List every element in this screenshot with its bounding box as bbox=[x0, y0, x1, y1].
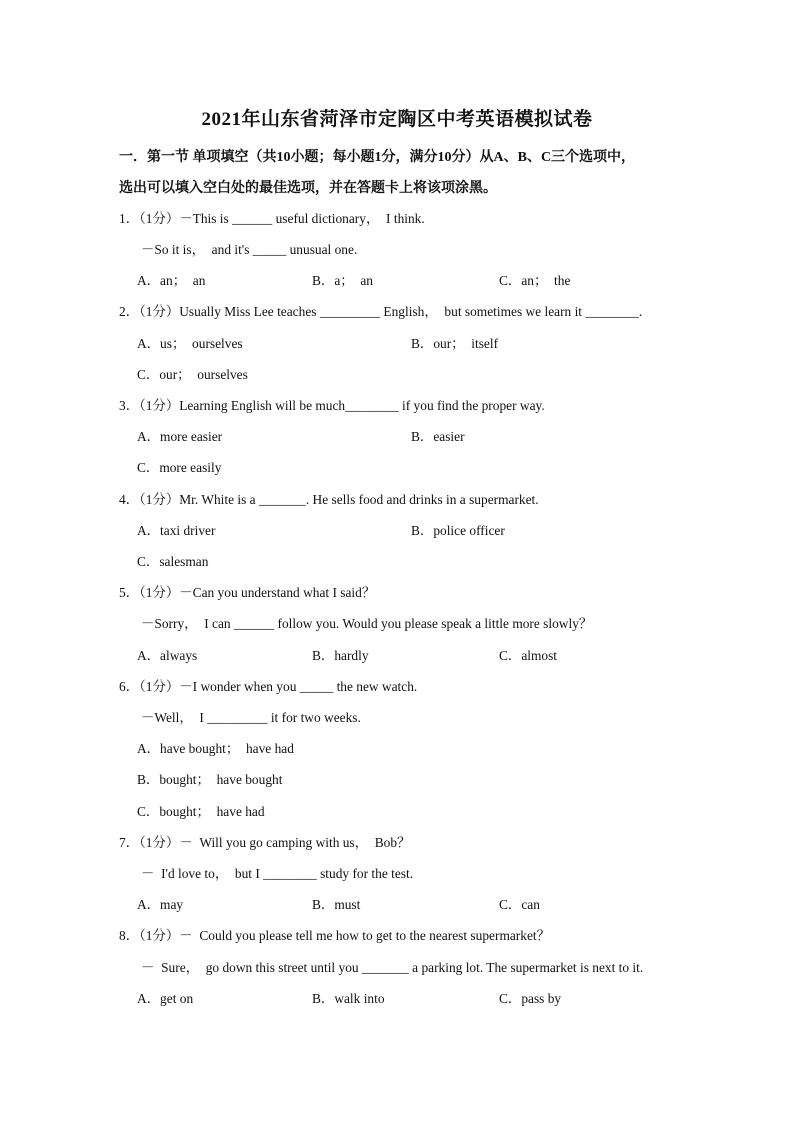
question-6-stem: 6．（1分）－I wonder when you _____ the new watch. bbox=[119, 679, 418, 694]
question-1-option-b[interactable]: B．a； an bbox=[312, 273, 373, 288]
question-5-option-c[interactable]: C．almost bbox=[499, 648, 558, 663]
question-2-option-b[interactable]: B．our； itself bbox=[411, 336, 499, 351]
question-4-stem: 4．（1分）Mr. White is a _______. He sells food and drinks in a supermarket. bbox=[119, 492, 539, 507]
question-4-option-a[interactable]: A．taxi driver bbox=[137, 523, 216, 538]
question-1-stem: 1．（1分）－This is ______ useful dictionary， I think. bbox=[119, 211, 425, 226]
question-3-option-b[interactable]: B．easier bbox=[411, 429, 465, 444]
question-3-stem: 3．（1分）Learning English will be much________ if you find the proper way. bbox=[119, 398, 545, 413]
question-6-option-a[interactable]: A．have bought； have had bbox=[137, 741, 294, 756]
section-heading-line-1: 一．第一节 单项填空（共10小题；每小题1分，满分10分）从A、B、C三个选项中， bbox=[119, 150, 636, 165]
question-8-reply: － Sure， go down this street until you _______ a parking lot. The supermarket is next to it. bbox=[141, 960, 644, 975]
question-2-option-a[interactable]: A．us； ourselves bbox=[137, 336, 243, 351]
question-3-option-c[interactable]: C．more easily bbox=[137, 460, 222, 475]
question-6-option-b[interactable]: B．bought； have bought bbox=[137, 772, 283, 787]
question-1-option-a[interactable]: A．an； an bbox=[137, 273, 206, 288]
question-8-stem: 8．（1分）－ Could you please tell me how to get to the nearest supermarket？ bbox=[119, 928, 551, 943]
question-5-reply: －Sorry， I can ______ follow you. Would you please speak a little more slowly？ bbox=[141, 616, 593, 631]
question-8-option-a[interactable]: A．get on bbox=[137, 991, 194, 1006]
question-7-option-a[interactable]: A．may bbox=[137, 897, 184, 912]
question-4-option-b[interactable]: B．police officer bbox=[411, 523, 505, 538]
question-1-option-c[interactable]: C．an； the bbox=[499, 273, 571, 288]
question-7-option-b[interactable]: B．must bbox=[312, 897, 361, 912]
question-4-option-c[interactable]: C．salesman bbox=[137, 554, 209, 569]
question-8-option-b[interactable]: B．walk into bbox=[312, 991, 385, 1006]
question-7-reply: － I'd love to， but I ________ study for the test. bbox=[141, 866, 414, 881]
question-8-option-c[interactable]: C．pass by bbox=[499, 991, 562, 1006]
section-heading-line-2: 选出可以填入空白处的最佳选项，并在答题卡上将该项涂黑。 bbox=[119, 181, 497, 196]
question-2-stem: 2．（1分）Usually Miss Lee teaches _________ English， but sometimes we learn it ________. bbox=[119, 304, 643, 319]
question-1-reply: －So it is， and it's _____ unusual one. bbox=[141, 242, 358, 257]
page-title: 2021年山东省菏泽市定陶区中考英语模拟试卷 bbox=[201, 109, 593, 130]
question-3-option-a[interactable]: A．more easier bbox=[137, 429, 223, 444]
question-5-option-b[interactable]: B．hardly bbox=[312, 648, 369, 663]
question-5-stem: 5．（1分）－Can you understand what I said？ bbox=[119, 585, 376, 600]
question-6-option-c[interactable]: C．bought； have had bbox=[137, 804, 265, 819]
question-6-reply: －Well， I _________ it for two weeks. bbox=[141, 710, 361, 725]
question-2-option-c[interactable]: C．our； ourselves bbox=[137, 367, 248, 382]
question-5-option-a[interactable]: A．always bbox=[137, 648, 198, 663]
question-7-option-c[interactable]: C．can bbox=[499, 897, 540, 912]
question-7-stem: 7．（1分）－ Will you go camping with us， Bob？ bbox=[119, 835, 411, 850]
